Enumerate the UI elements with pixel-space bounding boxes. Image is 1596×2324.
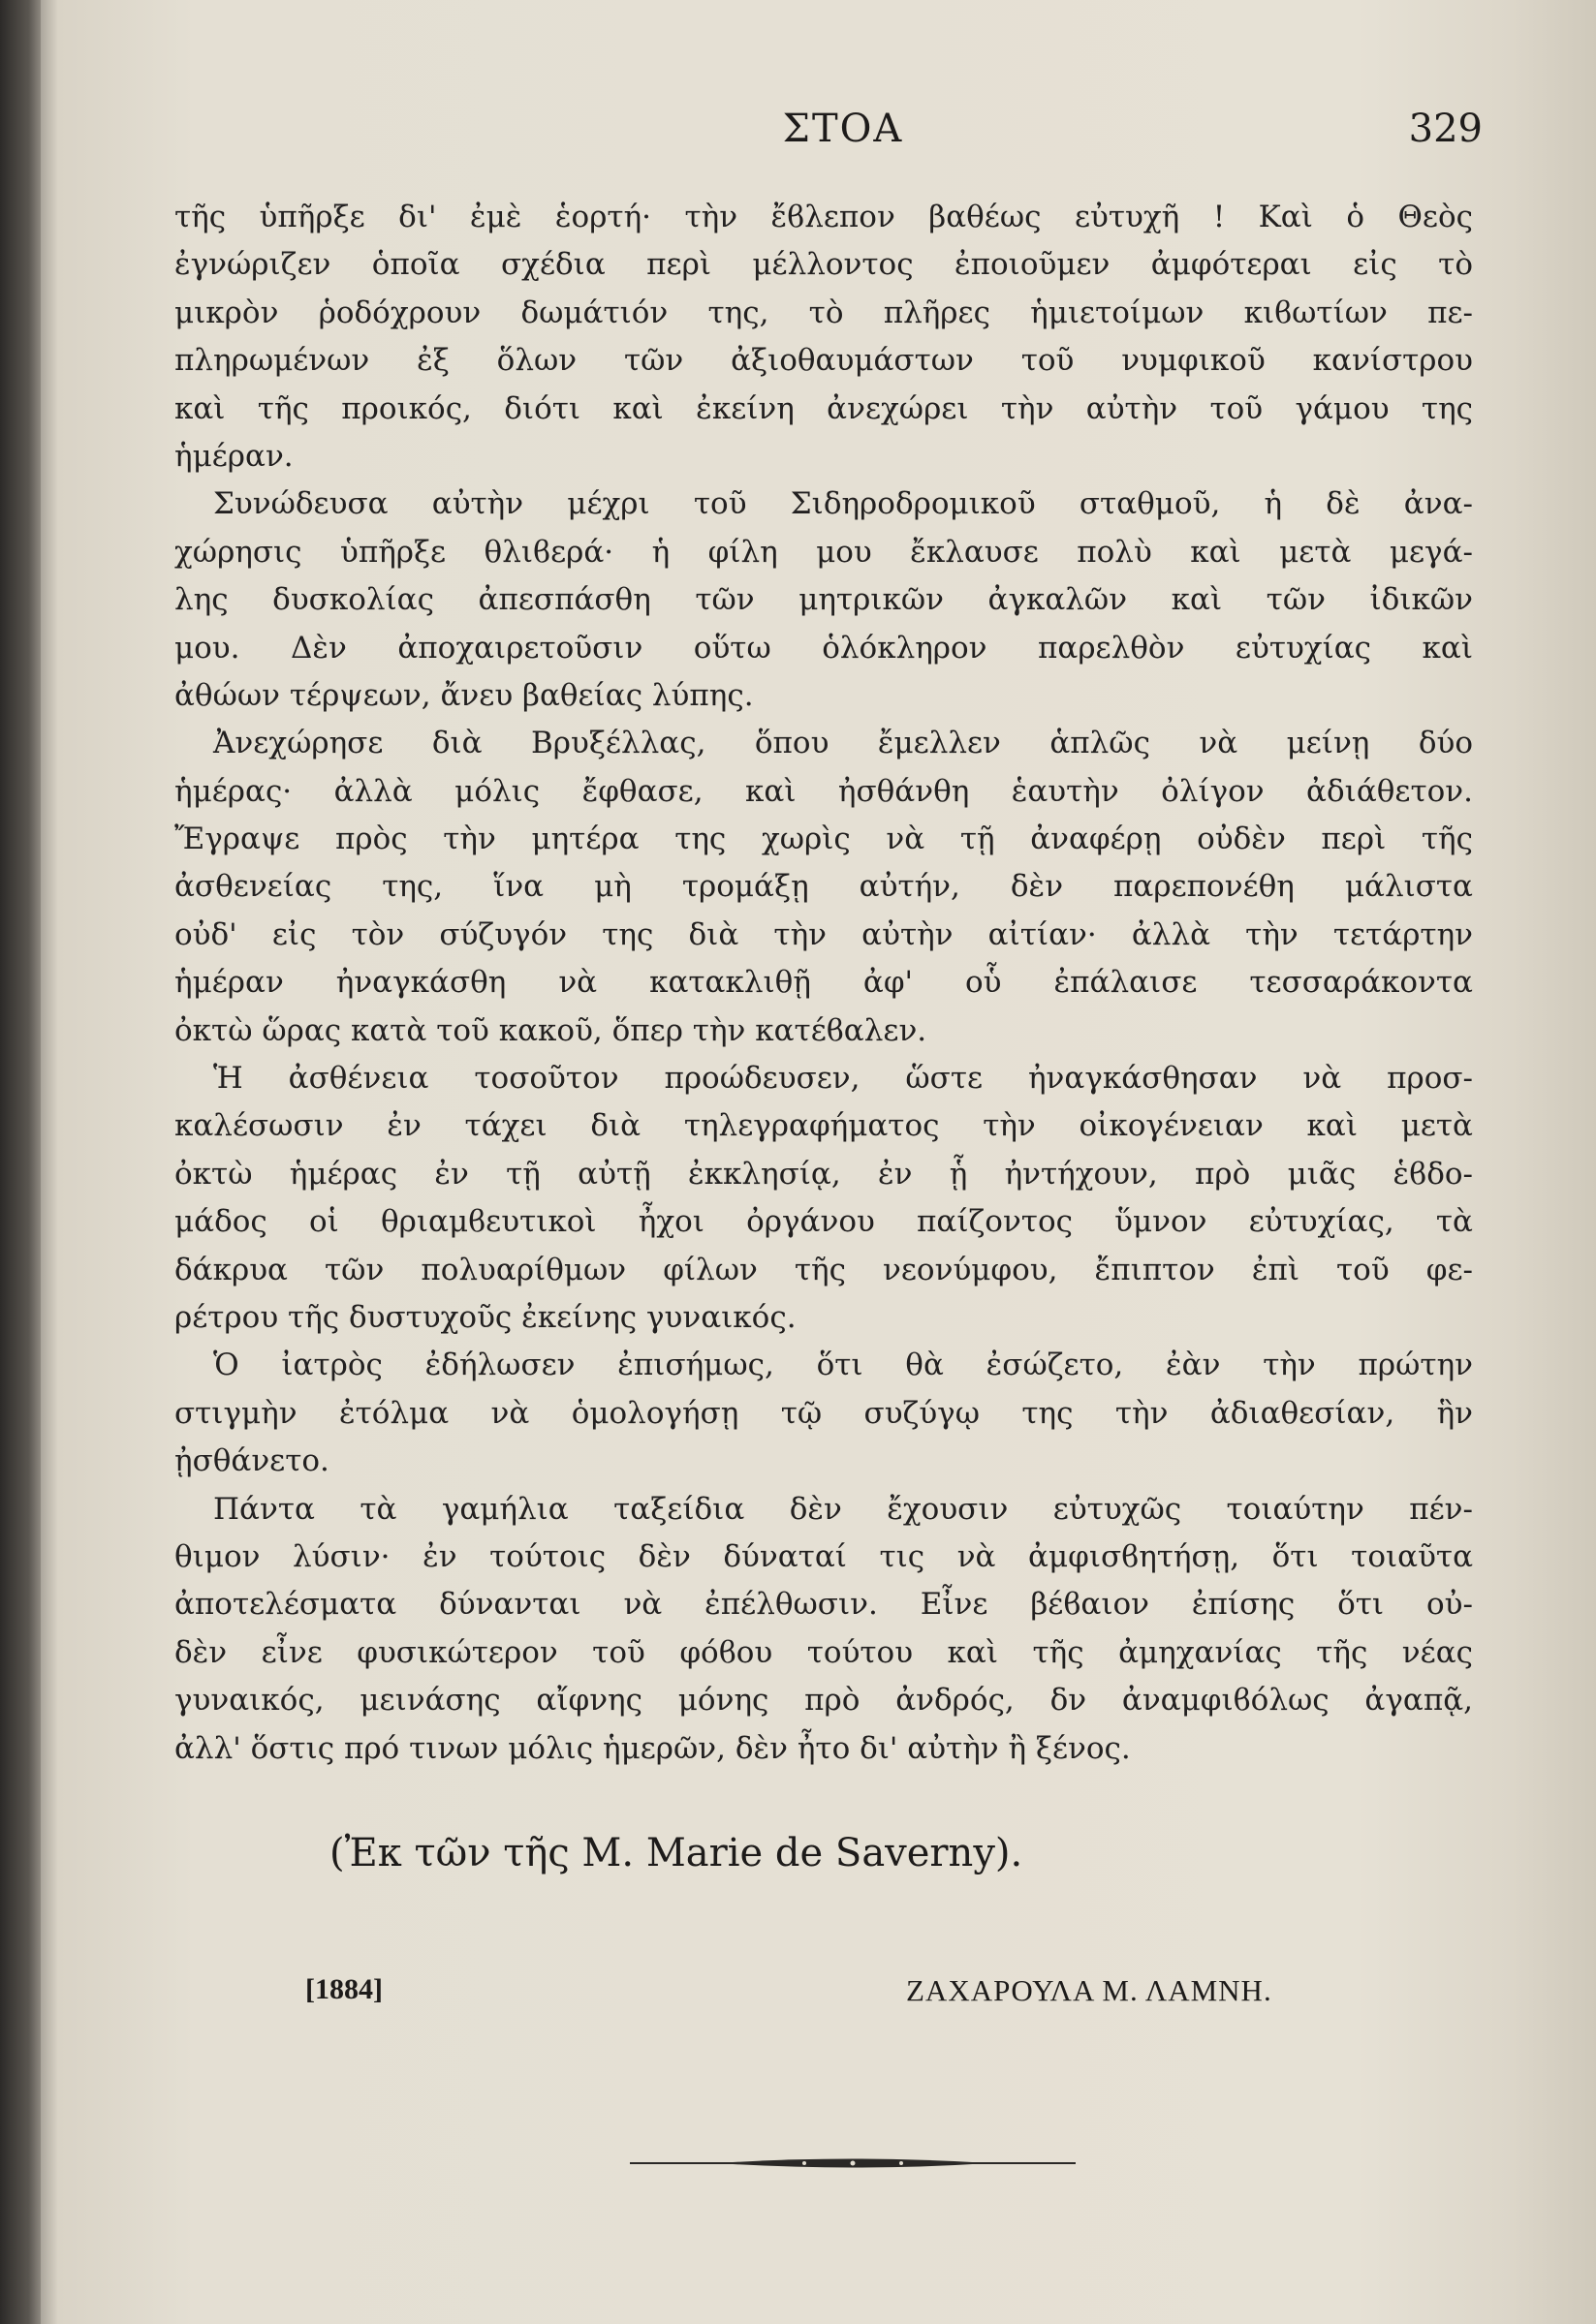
text-line: οὐδ' εἰς τὸν σύζυγόν της διὰ τὴν αὐτὴν αἰτίαν· ἀλλὰ τὴν τετάρτην bbox=[174, 916, 1473, 952]
text-line: ἀθώων τέρψεων, ἄνευ βαθείας λύπης. bbox=[174, 677, 754, 713]
text-line: ὀκτὼ ἡμέρας ἐν τῇ αὐτῇ ἐκκλησίᾳ, ἐν ᾗ ἠντήχουν, πρὸ μιᾶς ἑϐδο- bbox=[174, 1156, 1473, 1192]
text-line: ἡμέραν ἠναγκάσθη νὰ κατακλιθῇ ἀφ' οὗ ἐπάλαισε τεσσαράκοντα bbox=[174, 965, 1473, 1001]
running-head: ΣΤΟΑ bbox=[782, 107, 904, 151]
text-line: ἐγνώριζεν ὁποῖα σχέδια περὶ μέλλοντος ἐποιοῦμεν ἀμφότεραι εἰς τὸ bbox=[174, 247, 1473, 283]
page-number: 329 bbox=[1408, 107, 1483, 151]
text-line: πληρωμένων ἐξ ὅλων τῶν ἀξιοθαυμάστων τοῦ νυμφικοῦ κανίστρου bbox=[174, 343, 1473, 379]
text-line: χώρησις ὑπῆρξε θλιϐερά· ἡ φίλη μου ἔκλαυσε πολὺ καὶ μετὰ μεγά- bbox=[174, 534, 1473, 570]
text-line: ᾐσθάνετο. bbox=[174, 1443, 329, 1479]
text-line: μικρὸν ῥοδόχρουν δωμάτιόν της, τὸ πλῆρες ἡμιετοίμων κιϐωτίων πε- bbox=[174, 294, 1473, 330]
text-line: ρέτρου τῆς δυστυχοῦς ἐκείνης γυναικός. bbox=[174, 1299, 797, 1335]
footer-year: [1884] bbox=[305, 1973, 383, 2005]
text-line: Συνώδευσα αὐτὴν μέχρι τοῦ Σιδηροδρομικοῦ σταθμοῦ, ἡ δὲ ἀνα- bbox=[213, 486, 1473, 522]
text-line: λης δυσκολίας ἀπεσπάσθη τῶν μητρικῶν ἀγκαλῶν καὶ τῶν ἰδικῶν bbox=[174, 582, 1473, 618]
text-line: ὀκτὼ ὥρας κατὰ τοῦ κακοῦ, ὅπερ τὴν κατέϐαλεν. bbox=[174, 1012, 927, 1048]
text-line: Ὁ ἰατρὸς ἐδήλωσεν ἐπισήμως, ὅτι θὰ ἐσώζετο, ἐὰν τὴν πρώτην bbox=[213, 1348, 1473, 1383]
text-line: γυναικός, μεινάσης αἴφνης μόνης πρὸ ἀνδρός, δν ἀναμφιϐόλως ἀγαπᾷ, bbox=[174, 1683, 1473, 1719]
text-line: Ἔγραψε πρὸς τὴν μητέρα της χωρὶς νὰ τῇ ἀναφέρῃ οὐδὲν περὶ τῆς bbox=[174, 821, 1473, 857]
footer-author: ΖΑΧΑΡΟΥΛΑ Μ. ΛΑΜΝΗ. bbox=[906, 1973, 1272, 2007]
source-note: (Ἐκ τῶν τῆς M. Marie de Saverny). bbox=[329, 1831, 1023, 1875]
text-line: ἀποτελέσματα δύνανται νὰ ἐπέλθωσιν. Εἶνε βέϐαιον ἐπίσης ὅτι οὐ- bbox=[174, 1587, 1473, 1623]
text-line: στιγμὴν ἐτόλμα νὰ ὁμολογήσῃ τῷ συζύγῳ της τὴν ἀδιαθεσίαν, ἣν bbox=[174, 1395, 1473, 1431]
text-line: ἀλλ' ὅστις πρό τινων μόλις ἡμερῶν, δὲν ἦτο δι' αὐτὴν ἢ ξένος. bbox=[174, 1730, 1131, 1766]
book-spine-shadow bbox=[0, 0, 41, 2324]
text-line: Ἡ ἀσθένεια τοσοῦτον προώδευσεν, ὥστε ἠναγκάσθησαν νὰ προσ- bbox=[213, 1061, 1473, 1097]
text-line: τῆς ὑπῆρξε δι' ἐμὲ ἑορτή· τὴν ἔϐλεπον βαθέως εὐτυχῆ ! Καὶ ὁ Θεὸς bbox=[174, 200, 1473, 234]
text-line: δάκρυα τῶν πολυαρίθμων φίλων τῆς νεονύμφου, ἔπιπτον ἐπὶ τοῦ φε- bbox=[174, 1252, 1473, 1287]
text-line: καλέσωσιν ἐν τάχει διὰ τηλεγραφήματος τὴν οἰκογένειαν καὶ μετὰ bbox=[174, 1108, 1473, 1144]
text-line: μου. Δὲν ἀποχαιρετοῦσιν οὕτω ὁλόκληρον παρελθὸν εὐτυχίας καὶ bbox=[174, 630, 1473, 666]
text-line: Πάντα τὰ γαμήλια ταξείδια δὲν ἔχουσιν εὐτυχῶς τοιαύτην πέν- bbox=[213, 1491, 1473, 1527]
ornament-divider-icon bbox=[630, 2155, 1076, 2171]
text-line: δὲν εἶνε φυσικώτερον τοῦ φόϐου τούτου καὶ τῆς ἀμηχανίας τῆς νέας bbox=[174, 1634, 1473, 1670]
text-line: καὶ τῆς προικός, διότι καὶ ἐκείνη ἀνεχώρει τὴν αὐτὴν τοῦ γάμου της bbox=[174, 390, 1473, 426]
text-line: μάδος οἱ θριαμϐευτικοὶ ἦχοι ὀργάνου παίζοντος ὕμνον εὐτυχίας, τὰ bbox=[174, 1204, 1473, 1240]
text-line: Ἀνεχώρησε διὰ Βρυξέλλας, ὅπου ἔμελλεν ἁπλῶς νὰ μείνῃ δύο bbox=[213, 726, 1473, 761]
page-header bbox=[0, 107, 1596, 174]
text-line: ἡμέραν. bbox=[174, 438, 294, 474]
text-line: θιμον λύσιν· ἐν τούτοις δὲν δύναταί τις νὰ ἀμφισϐητήσῃ, ὅτι τοιαῦτα bbox=[174, 1538, 1473, 1574]
text-line: ἡμέρας· ἀλλὰ μόλις ἔφθασε, καὶ ἠσθάνθη ἑαυτὴν ὀλίγον ἀδιάθετον. bbox=[174, 773, 1473, 809]
text-line: ἀσθενείας της, ἵνα μὴ τρομάξῃ αὐτήν, δὲν παρεπονέθη μάλιστα bbox=[174, 869, 1473, 905]
body-text bbox=[174, 194, 1473, 1773]
